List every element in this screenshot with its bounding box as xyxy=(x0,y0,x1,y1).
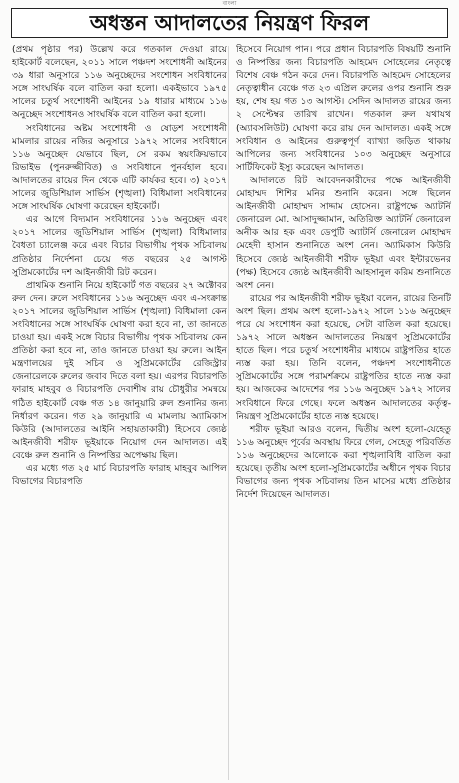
paragraph: এর মধ্যে গত ২৫ মার্চ বিচারপতি ফারাহ মাহবুব আপিল বিভাগের বিচারপতি xyxy=(12,464,227,488)
paragraph: (প্রথম পৃষ্ঠার পর) উল্লেখ করে গতকাল দেওয়া রায়ে হাইকোর্ট বলেছেন, ২০১১ সালে পঞ্চদশ সংশোধনী আইনের ৩৯ ধারা অনুসারে ১১৬ অনুচ্ছেদের সংশোধন সংবিধানের সঙ্গে সাংঘর্ষিক বলে বাতিল করা হলো। একইভাবে ১৯৭৫ সালের চতুর্থ সংশোধনী আইনের ১৯ ধারার মাধ্যমে ১১৬ অনুচ্ছেদ সংশোধনও সাংঘর্ষিক বলে বাতিল করা হলো। xyxy=(12,45,227,121)
paragraph: আদালতে রিট আবেদনকারীদের পক্ষে আইনজীবী মোহাম্মদ শিশির মনির শুনানি করেন। সঙ্গে ছিলেন আইনজীবী মোহাম্মদ সাদ্দাম হোসেন। রাষ্ট্রপক্ষে অ্যাটর্নি জেনারেল মো. আসাদুজ্জামান, অতিরিক্ত অ্যাটর্নি জেনারেল অনীক আর হক এবং ডেপুটি অ্যাটর্নি জেনারেল মোহাম্মদ মেহেদী হাসান শুনানিতে অংশ নেন। অ্যামিকাস কিউরি হিসেবে জ্যেষ্ঠ আইনজীবী শরীফ ভূইয়া এবং ইন্টারভেনর (পক্ষ) হিসেবে জ্যেষ্ঠ আইনজীবী আহসানুল করিম শুনানিতে অংশ নেন। xyxy=(236,175,451,291)
article-body xyxy=(12,44,451,782)
paragraph: হিসেবে নিয়োগ পান। পরে প্রধান বিচারপতি বিষয়টি শুনানি ও নিষ্পত্তির জন্য বিচারপতি আহমেদ সোহেলের নেতৃত্বে বিশেষ বেঞ্চ গঠন করে দেন। বিচারপতি আহমেদ সোহেলের নেতৃত্বাধীন বেঞ্চে গত ২৩ এপ্রিল রুলের ওপর শুনানি শুরু হয়, শেষ হয় গত ১৩ আগস্ট। সেদিন আদালত রায়ের জন্য ২ সেপ্টেম্বর তারিখ রাখেন। গতকাল রুল যথাযথ (অ্যাবসলিউট) ঘোষণা করে রায় দেন আদালত। একই সঙ্গে সংবিধান ও আইনের গুরুত্বপূর্ণ ব্যাখ্যা জড়িত থাকায় আপিলের জন্য সংবিধানের ১০৩ অনুচ্ছেদ অনুসারে সার্টিফিকেট ইস্যু করেছেন আদালত। xyxy=(236,45,451,173)
article-column-right xyxy=(236,44,451,782)
article-header xyxy=(0,0,459,44)
page-top-label: বাংলা xyxy=(222,0,237,7)
paragraph: এর আগে বিদ্যমান সংবিধানের ১১৬ অনুচ্ছেদ এবং ২০১৭ সালের জুডিশিয়াল সার্ভিস (শৃঙ্খলা) বিধিমালার বৈধতা চ্যালেঞ্জ করে এবং বিচার বিভাগীয় পৃথক সচিবালয় প্রতিষ্ঠার নির্দেশনা চেয়ে গত বছরের ২৫ আগস্ট সুপ্রিমকোর্টের দশ আইনজীবী রিট করেন। xyxy=(12,215,227,278)
paragraph: প্রাথমিক শুনানি নিয়ে হাইকোর্ট গত বছরের ২৭ অক্টোবর রুল দেন। রুলে সংবিধানের ১১৬ অনুচ্ছেদ এবং এ-সংক্রান্ত ২০১৭ সালের জুডিশিয়াল সার্ভিস (শৃঙ্খলা) বিধিমালা কেন সংবিধানের সঙ্গে সাংঘর্ষিক ঘোষণা করা হবে না, তা জানতে চাওয়া হয়। একই সঙ্গে বিচার বিভাগীয় পৃথক সচিবালয় কেন প্রতিষ্ঠা করা হবে না, তাও জানতে চাওয়া হয় রুলে। আইন মন্ত্রণালয়ের দুই সচিব ও সুপ্রিমকোর্টের রেজিস্ট্রার জেনারেলকে রুলের জবাব দিতে বলা হয়। এরপর বিচারপতি ফারাহ মাহবুব ও বিচারপতি দেবাশীষ রায় চৌধুরীর সমন্বয়ে গঠিত হাইকোর্ট বেঞ্চ গত ১৪ জানুয়ারি রুল শুনানির জন্য নির্ধারণ করেন। গত ২৯ জানুয়ারি এ মামলায় অ্যামিকাস কিউরি (আদালতের আইনি সহায়তাকারী) হিসেবে জ্যেষ্ঠ আইনজীবী শরীফ ভূইয়াকে নিয়োগ দেন আদালত। এই বেঞ্চে রুল শুনানি ও নিষ্পত্তির অপেক্ষায় ছিল। xyxy=(12,280,227,461)
article-headline: অধস্তন আদালতের নিয়ন্ত্রণ ফিরল xyxy=(11,8,448,38)
article-column-left xyxy=(12,44,227,782)
paragraph: রায়ের পর আইনজীবী শরীফ ভূইয়া বলেন, রায়ের তিনটি অংশ ছিল। প্রথম অংশ হলো-১৯৭২ সালে ১১৬ অনুচ্ছেদ পরে যে সংশোধন করা হয়েছে, সেটা বাতিল করা হয়েছে। ১৯৭২ সালে অধস্তন আদালতের নিয়ন্ত্রণ সুপ্রিমকোর্টের হাতে ছিল। পরে চতুর্থ সংশোধনীর মাধ্যমে রাষ্ট্রপতির হাতে ন্যস্ত করা হয়। তিনি বলেন, পঞ্চদশ সংশোধনীতে সুপ্রিমকোর্টের সঙ্গে পরামর্শক্রমে রাষ্ট্রপতির হাতে ন্যস্ত করা হয়। আজকের আদেশের পর ১১৬ অনুচ্ছেদ ১৯৭২ সালের সংবিধানে ফিরে গেছে। ফলে অধস্তন আদালতের কর্তৃত্ব-নিয়ন্ত্রণ সুপ্রিমকোর্টের হাতে ন্যস্ত হয়েছে। xyxy=(236,293,451,422)
paragraph: শরীফ ভূইয়া আরও বলেন, দ্বিতীয় অংশ হলো-যেহেতু ১১৬ অনুচ্ছেদ পূর্বের অবস্থায় ফিরে গেল, সেহেতু পরিবর্তিত ১১৬ অনুচ্ছেদের আলোকে করা শৃঙ্খলাবিধি বাতিল করা হয়েছে। তৃতীয় অংশ হলো-সুপ্রিমকোর্টের অধীনে পৃথক বিচার বিভাগের জন্য পৃথক সচিবালয় তিন মাসের মধ্যে প্রতিষ্ঠার নির্দেশ দিয়েছেন আদালত। xyxy=(236,424,451,501)
paragraph: সংবিধানের অষ্টম সংশোধনী ও ষোড়শ সংশোধনী মামলার রায়ের নজির অনুসারে ১৯৭২ সালের সংবিধানে ১১৬ অনুচ্ছেদ যেভাবে ছিল, সে রকম স্বয়ংক্রিয়ভাবে রিভাইভ (পুনরুজ্জীবিত) ও সংবিধানে পুনর্বহাল হবে। আদালতের রায়ের দিন থেকে এটি কার্যকর হবে। ৩) ২০১৭ সালের জুডিশিয়াল সার্ভিস (শৃঙ্খলা) বিধিমালা সংবিধানের সঙ্গে সাংঘর্ষিক ঘোষণা করেছেন হাইকোর্ট। xyxy=(12,123,227,213)
